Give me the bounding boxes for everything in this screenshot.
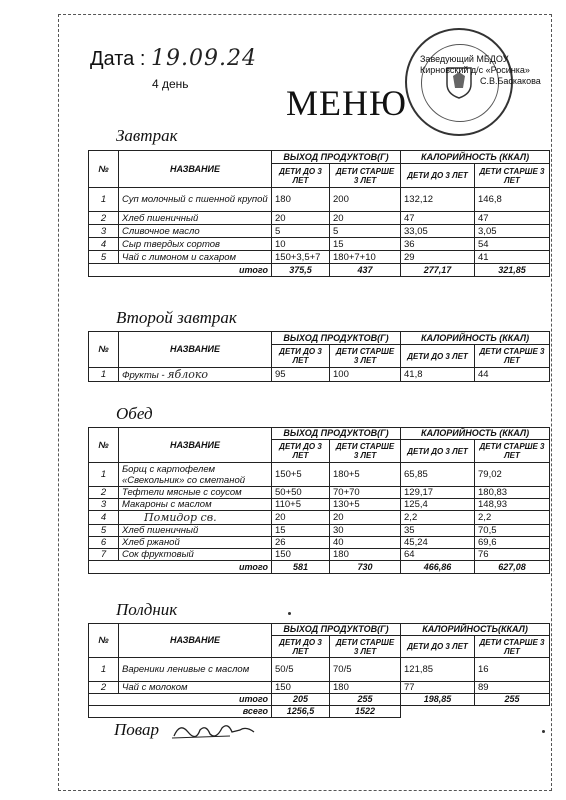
- menu-table-afternoon-snack: № НАЗВАНИЕ ВЫХОД ПРОДУКТОВ(Г) КАЛОРИЙНОСТЬ(ККАЛ) ДЕТИ ДО 3 ЛЕТ ДЕТИ СТАРШЕ 3 ЛЕТ ДЕТИ ДО 3 ЛЕТ ДЕТИ СТАРШЕ 3 ЛЕТ 1 Вареники ленивые с маслом 50/5 70/5 121,85 16 2 Чай с молоком 150 180 77 89 итого 205 255 198,85 255 всего 1256,5 1522: [88, 623, 550, 718]
- approval-line: Кирновский д/с «Росинка»: [420, 65, 530, 75]
- handwritten-entry: Помидор св.: [144, 510, 217, 524]
- table-row: 1 Фрукты - яблоко 95 100 41,8 44: [89, 368, 550, 382]
- menu-table-lunch: № НАЗВАНИЕ ВЫХОД ПРОДУКТОВ(Г) КАЛОРИЙНОСТЬ (ККАЛ) ДЕТИ ДО 3 ЛЕТ ДЕТИ СТАРШЕ 3 ЛЕТ ДЕТИ ДО 3 ЛЕТ ДЕТИ СТАРШЕ 3 ЛЕТ 1 Борщ с картофелем «Свекольник» со сметаной 150+5 180+5 65,85 79,02 2 Тефтели мясные с соусом 50+50 70+70 129,17 180,83 3 Макароны с маслом 110+5 130+5 125,4 148,93 4 Помидор св. 20 20 2,2 2,2 5 Хлеб пшеничный 15 30 35 70,5 6 Хлеб ржаной 26 40 45,24 69,6 7 Сок фруктовый 150 180 64 76 итого 581 730 466,86 627,08: [88, 427, 550, 574]
- signature-icon: [170, 718, 260, 744]
- table-row: 5 Чай с лимоном и сахаром 150+3,5+7 180+7+10 29 41: [89, 251, 550, 264]
- section-title-breakfast: Завтрак: [116, 126, 178, 145]
- table-row: 3 Сливочное масло 5 5 33,05 3,05: [89, 225, 550, 238]
- menu-table-second-breakfast: № НАЗВАНИЕ ВЫХОД ПРОДУКТОВ(Г) КАЛОРИЙНОСТЬ (ККАЛ) ДЕТИ ДО 3 ЛЕТ ДЕТИ СТАРШЕ 3 ЛЕТ ДЕТИ ДО 3 ЛЕТ ДЕТИ СТАРШЕ 3 ЛЕТ 1 Фрукты - яблоко 95 100 41,8 44: [88, 331, 550, 382]
- total-row: итого 375,5 437 277,17 321,85: [89, 264, 550, 277]
- section-title-afternoon-snack: Полдник: [116, 600, 178, 619]
- table-row: 1 Суп молочный с пшенной крупой 180 200 132,12 146,8: [89, 188, 550, 212]
- col-name: НАЗВАНИЕ: [119, 151, 272, 188]
- approval-line: С.В.Баскакова: [480, 76, 541, 86]
- table-row: 2 Тефтели мясные с соусом 50+50 70+70 129,17 180,83: [89, 487, 550, 499]
- table-row: 4 Сыр твердых сортов 10 15 36 54: [89, 238, 550, 251]
- handwritten-entry: яблоко: [167, 367, 209, 381]
- table-row: 1 Борщ с картофелем «Свекольник» со сметаной 150+5 180+5 65,85 79,02: [89, 463, 550, 487]
- day-number: 4 день: [152, 77, 189, 91]
- scan-speck: [542, 730, 545, 733]
- col-cal: КАЛОРИЙНОСТЬ (ККАЛ): [401, 151, 550, 164]
- table-row: 7 Сок фруктовый 150 180 64 76: [89, 549, 550, 561]
- cook-label: Повар: [114, 720, 160, 739]
- col-under3: ДЕТИ ДО 3 ЛЕТ: [401, 164, 475, 188]
- date-value: 19.09.24: [150, 46, 257, 71]
- date-line: [90, 46, 257, 71]
- table-row: 2 Хлеб пшеничный 20 20 47 47: [89, 212, 550, 225]
- section-title-second-breakfast: Второй завтрак: [116, 308, 237, 327]
- table-row: 6 Хлеб ржаной 26 40 45,24 69,6: [89, 537, 550, 549]
- table-row: 5 Хлеб пшеничный 15 30 35 70,5: [89, 525, 550, 537]
- table-row: 2 Чай с молоком 150 180 77 89: [89, 682, 550, 694]
- section-title-lunch: Обед: [116, 404, 153, 423]
- menu-table-breakfast: [88, 150, 550, 277]
- approval-block: [420, 54, 560, 87]
- scan-speck: [288, 612, 291, 615]
- total-row: итого 581 730 466,86 627,08: [89, 561, 550, 574]
- col-under3: ДЕТИ ДО 3 ЛЕТ: [272, 164, 330, 188]
- total-row: итого 205 255 198,85 255: [89, 694, 550, 706]
- col-yield: ВЫХОД ПРОДУКТОВ(Г): [272, 151, 401, 164]
- col-over3: ДЕТИ СТАРШЕ 3 ЛЕТ: [475, 164, 550, 188]
- approval-line: Заведующий МБДОУ: [420, 54, 509, 64]
- date-label: Дата :: [90, 48, 146, 70]
- table-row: 3 Макароны с маслом 110+5 130+5 125,4 148,93: [89, 499, 550, 511]
- table-row: 4 Помидор св. 20 20 2,2 2,2: [89, 511, 550, 525]
- grand-total-row: всего 1256,5 1522: [89, 706, 550, 718]
- page-title: МЕНЮ: [286, 83, 407, 123]
- table-row: 1 Вареники ленивые с маслом 50/5 70/5 121,85 16: [89, 658, 550, 682]
- col-num: №: [89, 151, 119, 188]
- col-over3: ДЕТИ СТАРШЕ 3 ЛЕТ: [330, 164, 401, 188]
